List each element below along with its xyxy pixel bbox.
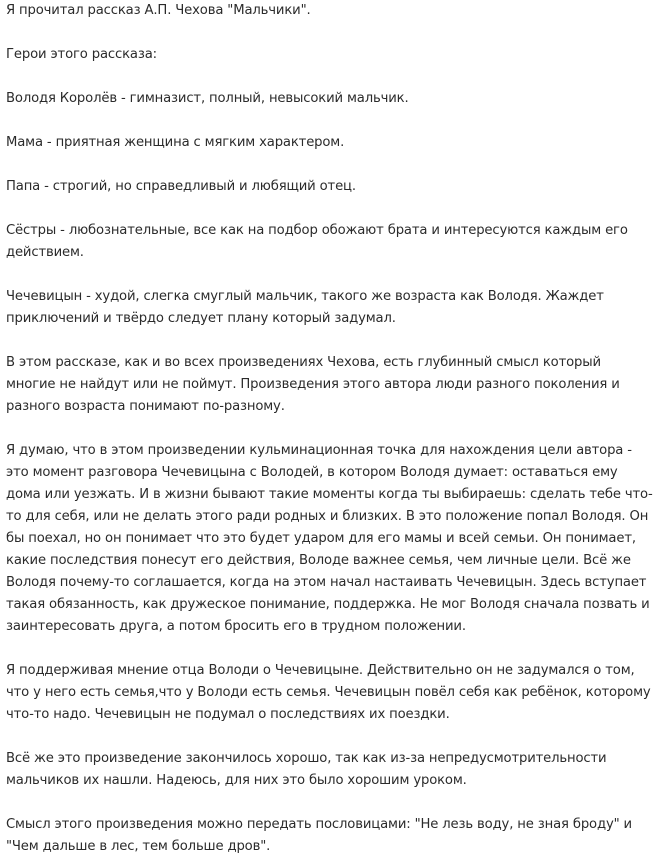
paragraph-ending: Всё же это произведение закончилось хорошо, так как из-за непредусмотрительности мальчиков их нашли. Надеюсь, для них это было хорошим уроком. [6,751,607,788]
paragraph-hero-chechevitsyn: Чечевицын - худой, слегка смуглый мальчик, такого же возраста как Володя. Жаждет приключений и твёрдо следует плану который задумал. [6,289,604,326]
paragraph-culmination: Я думаю, что в этом произведении кульминационная точка для нахождения цели автора - это момент разговора Чечевицына с Володей, в котором Володя думает: оставаться ему дома или уезжать. И в жизни бывают такие моменты когда ты выбираешь: сделать тебе что-то для себя, или не делать этого ради родных и близких. В это положение попал Володя. Он бы поехал, но он понимает что это будет ударом для его мамы и всей семьи. Он понимает, какие последствия понесут его действия, Володе важнее семья, чем личные цели. Всё же Володя почему-то соглашается, когда на этом начал настаивать Чечевицын. Здесь вступает такая обязанность, как дружеское понимание, поддержка. Не мог Володя сначала позвать и заинтересовать друга, а потом бросить его в трудном положении. [6,443,653,634]
paragraph-hero-volodya: Володя Королёв - гимназист, полный, невысокий мальчик. [6,91,409,106]
paragraph-father-opinion: Я поддерживая мнение отца Володи о Чечевицыне. Действительно он не задумался о том, что у него есть семья,что у Володи есть семья. Чечевицын повёл себя как ребёнок, которому что-то надо. Чечевицын не подумал о последствиях их поездки. [6,663,651,722]
paragraph-hero-papa: Папа - строгий, но справедливый и любящий отец. [6,179,356,194]
paragraph-hero-mama: Мама - приятная женщина с мягким характером. [6,135,345,150]
paragraph-deep-meaning: В этом рассказе, как и во всех произведениях Чехова, есть глубинный смысл который многие не найдут или не поймут. Произведения этого автора люди разного поколения и разного возраста понимают по-разному. [6,355,620,414]
paragraph-heroes-heading: Герои этого рассказа: [6,47,157,62]
paragraph-intro: Я прочитал рассказ А.П. Чехова "Мальчики". [6,3,311,18]
paragraph-proverbs: Смысл этого произведения можно передать пословицами: "Не лезь воду, не зная броду" и "Чем дальше в лес, тем больше дров". [6,817,632,854]
paragraph-hero-sisters: Сёстры - любознательные, все как на подбор обожают брата и интересуются каждым его действием. [6,223,628,260]
